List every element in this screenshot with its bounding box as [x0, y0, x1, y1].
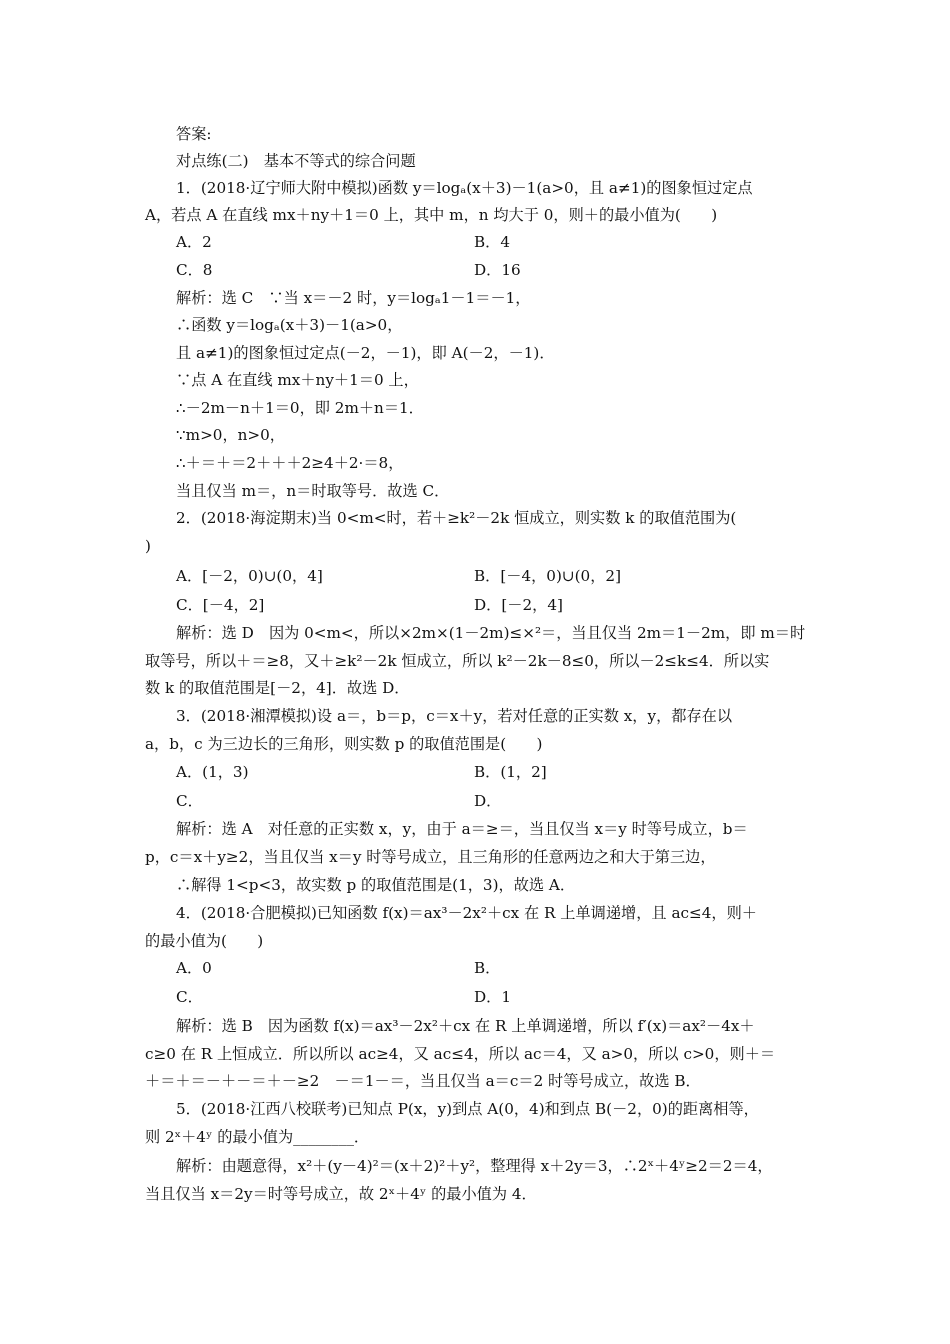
- q3-stem-line1: 3．(2018·湘潭模拟)设 a＝，b＝p，c＝x＋y，若对任意的正实数 x，y，都存在以: [176, 707, 733, 725]
- q3-solution-line: 解析：选 A 对任意的正实数 x，y，由于 a＝≥＝，当且仅当 x＝y 时等号成立，b＝: [176, 820, 748, 838]
- q2-solution-line: 数 k 的取值范围是[－2，4]．故选 D．: [145, 679, 410, 697]
- q2-stem-line1: 2．(2018·海淀期末)当 0<m<时，若＋≥k²－2k 恒成立，则实数 k 的取值范围为(: [176, 509, 737, 527]
- q1-stem-line1: 1．(2018·辽宁师大附中模拟)函数 y＝logₐ(x＋3)－1(a>0，且 a≠1)的图象恒过定点: [176, 179, 753, 197]
- q4-stem-line2: 的最小值为( ): [145, 932, 264, 950]
- q2-solution-line: 解析：选 D 因为 0<m<，所以×2m×(1－2m)≤×²＝，当且仅当 2m＝1－2m，即 m＝时: [176, 624, 806, 642]
- q4-option-c: C．: [176, 988, 203, 1006]
- q3-option-c: C．: [176, 792, 203, 810]
- q3-option-a: A．(1，3): [176, 763, 249, 781]
- q3-solution-line: ∴解得 1<p<3，故实数 p 的取值范围是(1，3)，故选 A．: [176, 876, 576, 894]
- q4-solution-line: ＋＝＋＝－＋－＝＋－≥2 －＝1－＝，当且仅当 a＝c＝2 时等号成立，故选 B．: [145, 1072, 701, 1090]
- q3-solution-line: p，c＝x＋y≥2，当且仅当 x＝y 时等号成立，且三角形的任意两边之和大于第三边，: [145, 848, 716, 866]
- q1-option-b: B．4: [474, 233, 511, 251]
- q4-solution-line: 解析：选 B 因为函数 f(x)＝ax³－2x²＋cx 在 R 上单调递增，所以 f′(x)＝ax²－4x＋: [176, 1017, 755, 1035]
- q2-option-b: B．[－4，0)∪(0，2]: [474, 567, 621, 585]
- q4-option-d: D．1: [474, 988, 512, 1006]
- q1-solution-line: ∵m>0，n>0，: [176, 426, 285, 444]
- q4-stem-line1: 4．(2018·合肥模拟)已知函数 f(x)＝ax³－2x²＋cx 在 R 上单调递增，且 ac≤4，则＋: [176, 904, 757, 922]
- q1-solution-line: 当且仅当 m＝，n＝时取等号．故选 C．: [176, 482, 450, 500]
- q1-option-c: C．8: [176, 261, 213, 279]
- q3-option-b: B．(1，2]: [474, 763, 547, 781]
- q4-option-b: B．: [474, 959, 501, 977]
- q2-option-a: A．[－2，0)∪(0，4]: [176, 567, 323, 585]
- q1-solution-line: ∴函数 y＝logₐ(x＋3)－1(a>0，: [176, 316, 403, 334]
- q2-option-d: D．[－2，4]: [474, 596, 563, 614]
- q4-solution-line: c≥0 在 R 上恒成立．所以所以 ac≥4，又 ac≤4，所以 ac＝4，又 a>0，所以 c>0，则＋＝: [145, 1045, 776, 1063]
- q1-solution-line: 且 a≠1)的图象恒过定点(－2，－1)，即 A(－2，－1)．: [176, 344, 555, 362]
- section-title: 对点练(二) 基本不等式的综合问题: [176, 152, 416, 170]
- q1-solution-line: 解析：选 C ∵当 x＝－2 时，y＝logₐ1－1＝－1，: [176, 289, 531, 307]
- q5-solution-line: 当且仅当 x＝2y＝时等号成立，故 2ˣ＋4ʸ 的最小值为 4．: [145, 1185, 537, 1203]
- q1-option-d: D．16: [474, 261, 521, 279]
- q2-solution-line: 取等号，所以＋＝≥8，又＋≥k²－2k 恒成立，所以 k²－2k－8≤0，所以－2≤k≤4．所以实: [145, 652, 770, 670]
- q2-option-c: C．[－4，2]: [176, 596, 265, 614]
- q5-stem-line1: 5．(2018·江西八校联考)已知点 P(x，y)到点 A(0，4)和到点 B(－2，0)的距离相等，: [176, 1100, 759, 1118]
- q5-stem-line2: 则 2ˣ＋4ʸ 的最小值为________．: [145, 1128, 370, 1146]
- answer-label: 答案:: [176, 125, 212, 143]
- q3-option-d: D．: [474, 792, 502, 810]
- q3-stem-line2: a，b，c 为三边长的三角形，则实数 p 的取值范围是( ): [145, 735, 543, 753]
- q1-option-a: A．2: [176, 233, 212, 251]
- q1-solution-line: ∴＋＝＋＝2＋＋＋2≥4＋2·＝8，: [176, 454, 404, 472]
- q5-solution-line: 解析：由题意得，x²＋(y－4)²＝(x＋2)²＋y²，整理得 x＋2y＝3，∴2ˣ＋4ʸ≥2＝2＝4，: [176, 1157, 773, 1175]
- q4-option-a: A．0: [176, 959, 212, 977]
- q2-stem-line2: ): [145, 537, 151, 555]
- q1-stem-line2: A，若点 A 在直线 mx＋ny＋1＝0 上，其中 m，n 均大于 0，则＋的最小值为( ): [145, 206, 718, 224]
- q1-solution-line: ∴－2m－n＋1＝0，即 2m＋n＝1．: [176, 399, 424, 417]
- q1-solution-line: ∵点 A 在直线 mx＋ny＋1＝0 上，: [176, 371, 419, 389]
